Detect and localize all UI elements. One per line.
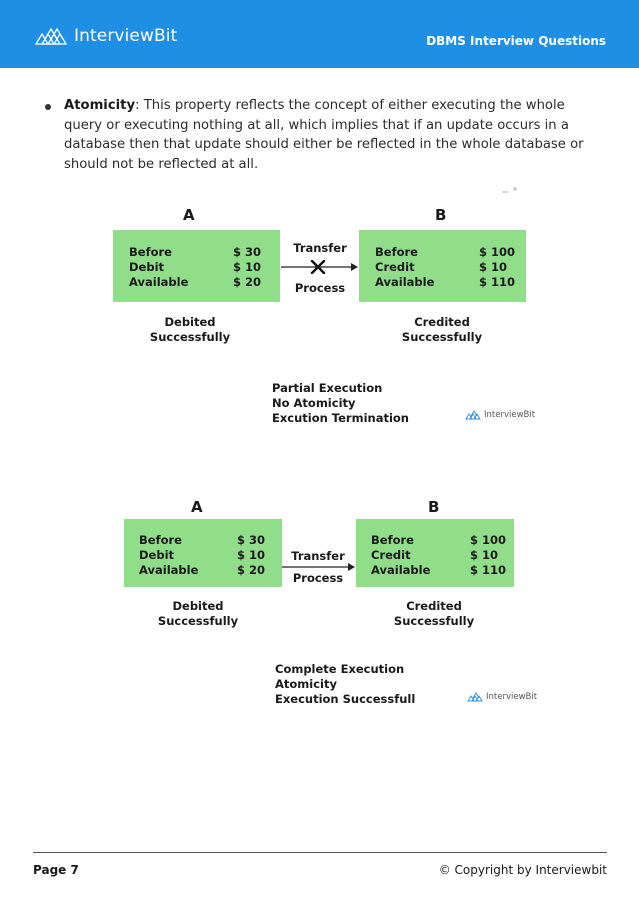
watermark-text: InterviewBit: [484, 410, 536, 420]
note-line: Partial Execution: [272, 381, 383, 395]
account-a-label: A: [191, 498, 203, 516]
status-line: Successfully: [393, 614, 475, 628]
status-line: Debited: [164, 315, 216, 329]
row-value: $ 30: [237, 533, 266, 547]
row-key: Available: [129, 275, 189, 289]
note-line: Complete Execution: [275, 662, 405, 676]
brand-name: InterviewBit: [74, 26, 178, 46]
row-value: $ 10: [233, 260, 262, 274]
row-key: Before: [139, 533, 182, 547]
row-value: $ 20: [233, 275, 262, 289]
row-value: $ 10: [237, 548, 266, 562]
transfer-label: Transfer: [293, 241, 347, 255]
account-a-row: [124, 548, 282, 563]
interviewbit-mini-icon: [467, 692, 484, 702]
row-key: Available: [371, 563, 431, 577]
note-line: Atomicity: [275, 677, 337, 691]
row-value: $ 100: [470, 533, 507, 547]
account-b-row: [356, 548, 514, 563]
account-a-label: A: [183, 206, 195, 224]
note-line: No Atomicity: [272, 396, 356, 410]
row-value: $ 30: [233, 245, 262, 259]
document-title: DBMS Interview Questions: [426, 34, 606, 48]
page-number: Page 7: [33, 863, 79, 877]
copyright-notice: © Copyright by Interviewbit: [438, 863, 607, 877]
term-description: : This property reflects the concept of either executing the whole query or executing nothing at all, which implies that if an update occurs in a database then that update should either be reflected in the whole database or should not be reflected at all.: [64, 98, 584, 172]
process-label: Process: [294, 281, 346, 295]
watermark-text: InterviewBit: [486, 692, 538, 702]
account-a-row: [124, 563, 282, 578]
row-value: $ 110: [470, 563, 507, 577]
row-key: Available: [375, 275, 435, 289]
row-key: Before: [375, 245, 418, 259]
row-key: Before: [129, 245, 172, 259]
row-key: Credit: [371, 548, 411, 562]
row-value: $ 110: [479, 275, 516, 289]
execution-notes: [275, 662, 415, 707]
status-line: Successfully: [149, 330, 231, 344]
row-key: Available: [139, 563, 199, 577]
account-a-status: [148, 599, 248, 629]
note-line: Excution Termination: [272, 411, 409, 425]
footer-divider: [33, 852, 607, 853]
account-b-status: [384, 599, 484, 629]
account-b-row: [356, 533, 514, 548]
process-label: Process: [292, 571, 344, 585]
row-value: $ 10: [470, 548, 499, 562]
row-value: $ 20: [237, 563, 266, 577]
account-a-row: [124, 533, 282, 548]
status-line: Credited: [414, 315, 470, 329]
status-line: Successfully: [157, 614, 239, 628]
watermark-logo: [467, 692, 537, 702]
row-key: Debit: [139, 548, 175, 562]
account-b-label: B: [428, 498, 440, 516]
status-line: Debited: [172, 599, 224, 613]
account-b-row: [356, 563, 514, 578]
status-line: Successfully: [401, 330, 483, 344]
account-b-box: [356, 519, 514, 587]
term: Atomicity: [64, 98, 136, 113]
row-value: $ 100: [479, 245, 516, 259]
note-line: Execution Successfull: [275, 692, 416, 706]
account-a-box: [124, 519, 282, 587]
transfer-label: Transfer: [291, 549, 345, 563]
row-key: Before: [371, 533, 414, 547]
status-line: Credited: [406, 599, 462, 613]
row-value: $ 10: [479, 260, 508, 274]
row-key: Credit: [375, 260, 415, 274]
row-key: Debit: [129, 260, 165, 274]
account-b-label: B: [435, 206, 447, 224]
